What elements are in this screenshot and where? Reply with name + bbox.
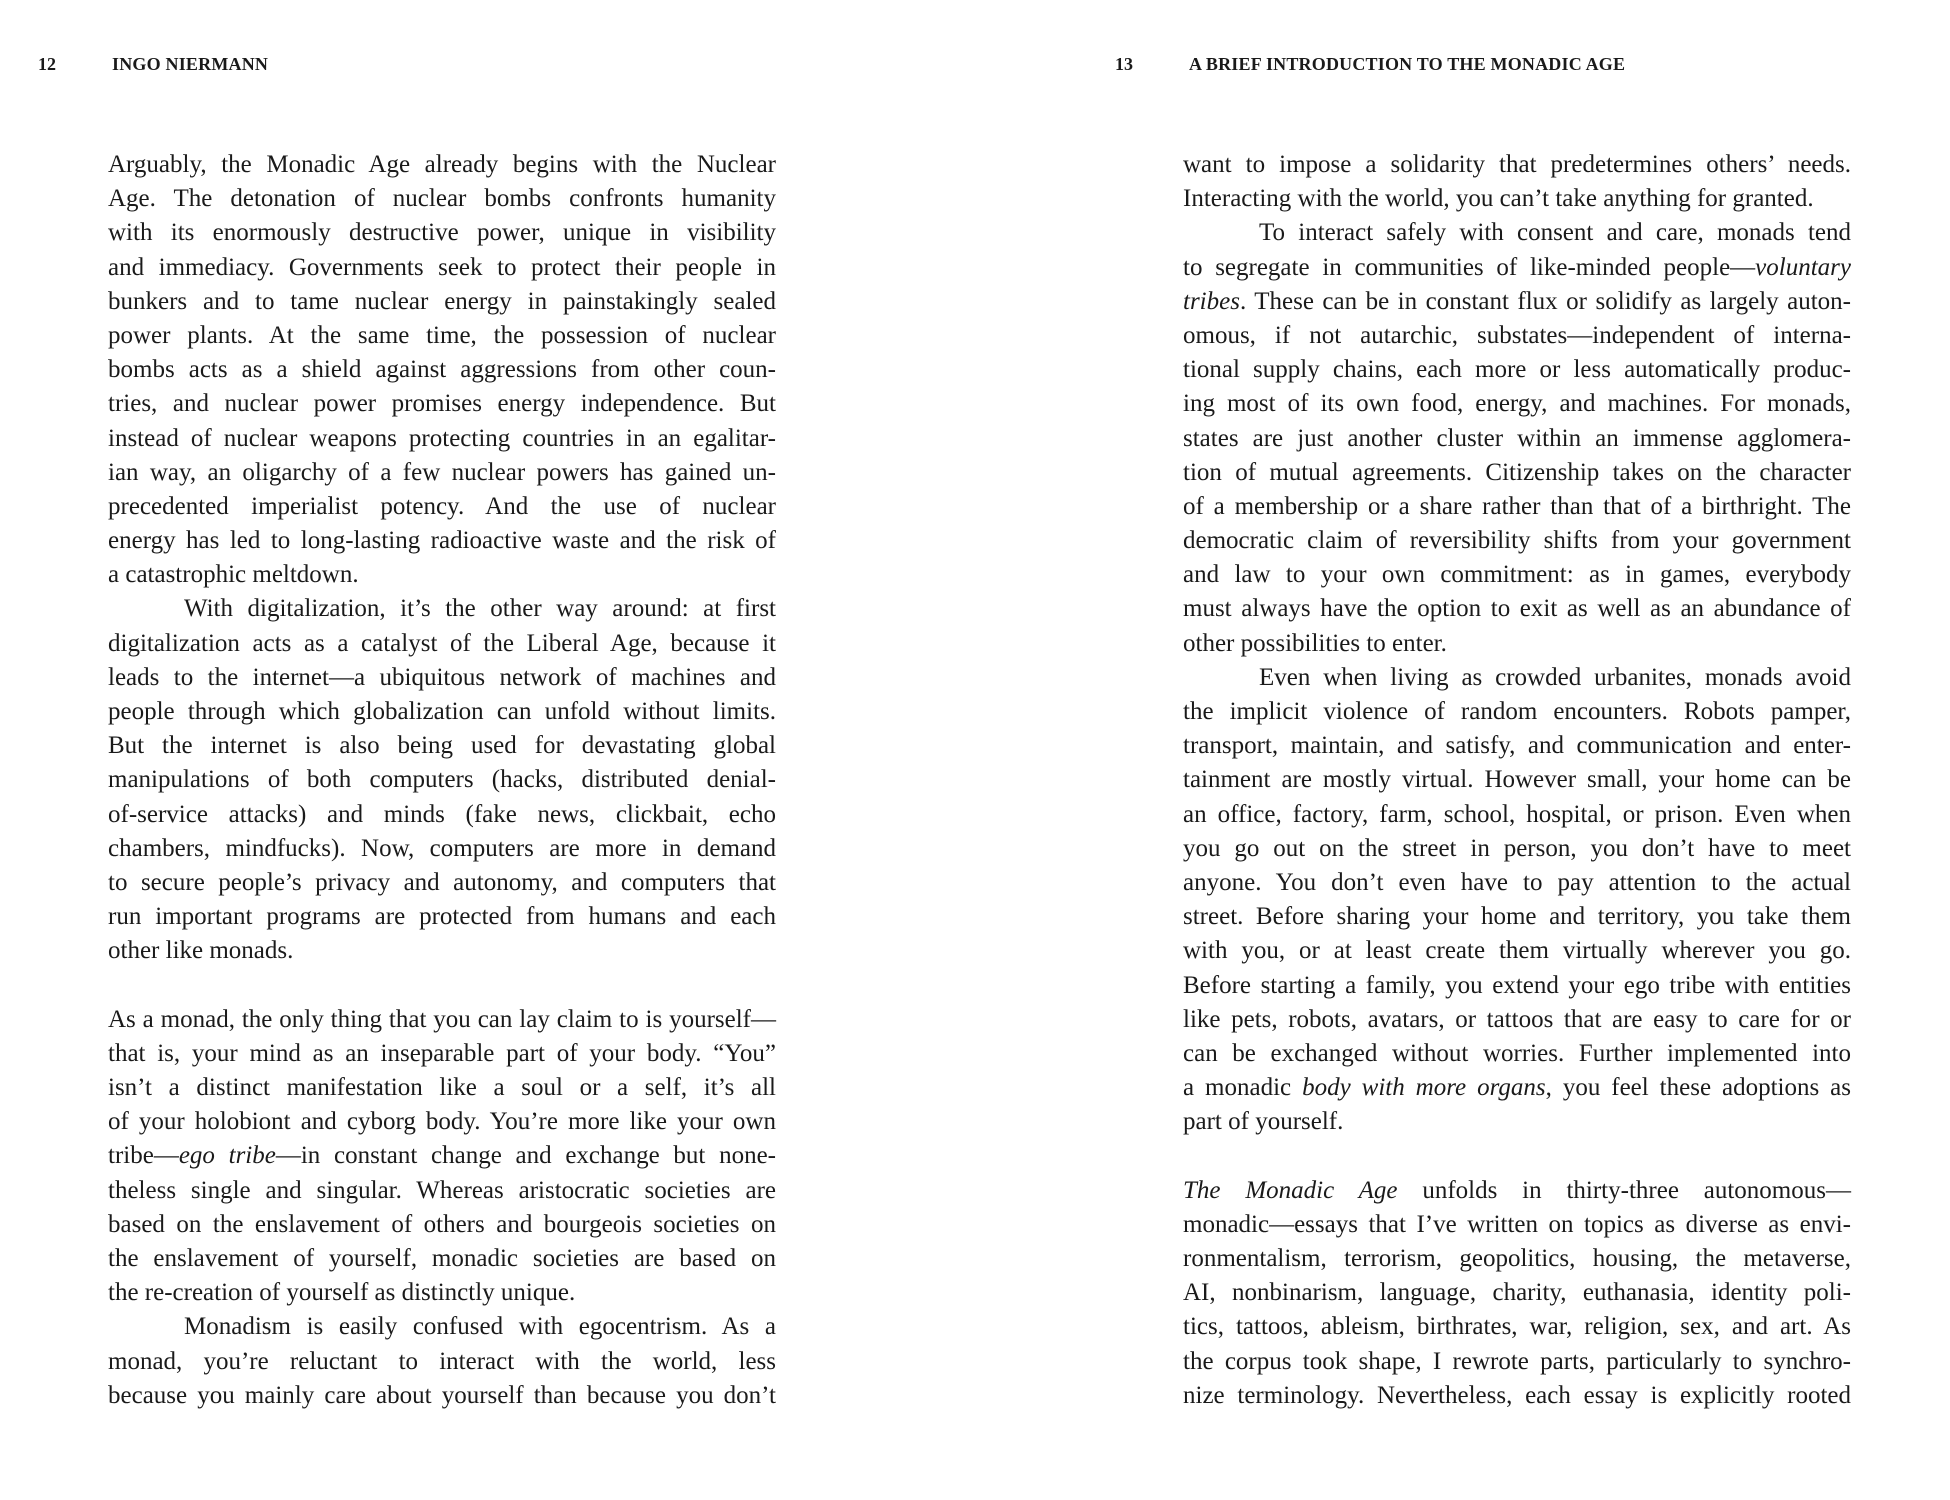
text-line: the corpus took shape, I rewrote parts, particularly to synchro- <box>1183 1347 1851 1375</box>
text-line: with its enormously destructive power, unique in visibility <box>108 219 776 247</box>
text-line: with you, or at least create them virtually wherever you go. <box>1183 937 1851 965</box>
text-line: can be exchanged without worries. Further implemented into <box>1183 1039 1851 1067</box>
text-line: monadic—essays that I’ve written on topics as diverse as envi- <box>1183 1210 1851 1238</box>
text-line: With digitalization, it’s the other way around: at first <box>184 595 776 623</box>
text-line: Even when living as crowded urbanites, monads avoid <box>1259 663 1851 691</box>
text-line: precedented imperialist potency. And the use of nuclear <box>108 492 776 520</box>
running-head-author: INGO NIERMANN <box>112 54 269 74</box>
text-line: states are just another cluster within an immense agglomera- <box>1183 424 1851 452</box>
text-line: tional supply chains, each more or less automatically produc- <box>1183 356 1851 384</box>
text-line: democratic claim of reversibility shifts from your government <box>1183 527 1851 555</box>
text-line: the re-creation of yourself as distinctly unique. <box>108 1279 576 1307</box>
text-line: the implicit violence of random encounters. Robots pamper, <box>1183 698 1851 725</box>
text-line: Interacting with the world, you can’t take anything for granted. <box>1183 185 1814 213</box>
text-line: other like monads. <box>108 937 294 965</box>
text-line: Age. The detonation of nuclear bombs confronts humanity <box>108 185 776 213</box>
text-line: The Monadic Age unfolds in thirty-three autonomous— <box>1183 1176 1851 1204</box>
text-line: transport, maintain, and satisfy, and communication and enter- <box>1183 732 1851 760</box>
text-line: chambers, mindfucks). Now, computers are more in demand <box>108 834 776 862</box>
text-line: Arguably, the Monadic Age already begins with the Nuclear <box>108 151 776 178</box>
text-line: leads to the internet—a ubiquitous network of machines and <box>108 663 776 691</box>
body-text <box>108 148 776 1413</box>
text-line: tribe—ego tribe—in constant change and exchange but none- <box>108 1142 776 1170</box>
text-line: ronmentalism, terrorism, geopolitics, housing, the metaverse, <box>1183 1245 1851 1272</box>
text-line: But the internet is also being used for devastating global <box>108 732 776 760</box>
text-line: instead of nuclear weapons protecting countries in an egalitar- <box>108 424 776 452</box>
text-line: a catastrophic meltdown. <box>108 561 359 589</box>
text-line: ing most of its own food, energy, and machines. For monads, <box>1183 390 1851 418</box>
text-line: based on the enslavement of others and bourgeois societies on <box>108 1210 776 1238</box>
body-text <box>1183 148 1851 1413</box>
text-line: nize terminology. Nevertheless, each essay is explicitly rooted <box>1183 1381 1851 1409</box>
text-line: of your holobiont and cyborg body. You’re more like your own <box>108 1108 776 1136</box>
text-line: bombs acts as a shield against aggressions from other coun- <box>108 356 776 384</box>
text-line: other possibilities to enter. <box>1183 629 1447 657</box>
page-number: 13 <box>1115 54 1133 74</box>
text-line: As a monad, the only thing that you can lay claim to is yourself— <box>108 1005 776 1033</box>
text-line: To interact safely with consent and care, monads tend <box>1259 219 1851 247</box>
text-line: run important programs are protected from humans and each <box>108 903 776 931</box>
text-line: of-service attacks) and minds (fake news, clickbait, echo <box>108 800 776 828</box>
text-line: want to impose a solidarity that predetermines others’ needs. <box>1183 151 1851 178</box>
text-line: an office, factory, farm, school, hospital, or prison. Even when <box>1183 800 1851 828</box>
text-line: part of yourself. <box>1183 1108 1344 1136</box>
text-line: Monadism is easily confused with egocentrism. As a <box>184 1313 776 1341</box>
text-line: digitalization acts as a catalyst of the Liberal Age, because it <box>108 629 776 657</box>
text-line: isn’t a distinct manifestation like a soul or a self, it’s all <box>108 1074 776 1102</box>
text-line: tries, and nuclear power promises energy independence. But <box>108 390 776 418</box>
text-line: that is, your mind as an inseparable part of your body. “You” <box>108 1039 776 1067</box>
text-line: tion of mutual agreements. Citizenship takes on the character <box>1183 458 1851 486</box>
text-line: omous, if not autarchic, substates—independent of interna- <box>1183 321 1851 349</box>
text-line: of a membership or a share rather than that of a birthright. The <box>1183 492 1851 520</box>
page-number: 12 <box>38 54 56 74</box>
text-line: a monadic body with more organs, you feel these adoptions as <box>1183 1074 1851 1102</box>
running-head-title: A BRIEF INTRODUCTION TO THE MONADIC AGE <box>1189 54 1626 74</box>
text-line: tics, tattoos, ableism, birthrates, war, religion, sex, and art. As <box>1183 1313 1851 1341</box>
text-line: bunkers and to tame nuclear energy in painstakingly sealed <box>108 287 776 315</box>
text-line: anyone. You don’t even have to pay attention to the actual <box>1183 868 1851 896</box>
text-line: Before starting a family, you extend your ego tribe with entities <box>1183 971 1851 999</box>
text-line: ian way, an oligarchy of a few nuclear powers has gained un- <box>108 458 776 486</box>
italic-term: voluntary <box>1755 253 1851 281</box>
text-line: people through which globalization can unfold without limits. <box>108 698 776 725</box>
right-page <box>975 0 1950 1500</box>
text-line: like pets, robots, avatars, or tattoos that are easy to care for or <box>1183 1005 1851 1033</box>
text-line: the enslavement of yourself, monadic societies are based on <box>108 1245 776 1272</box>
italic-term: ego tribe <box>178 1142 276 1170</box>
italic-term: body with more organs <box>1302 1074 1546 1102</box>
text-line: street. Before sharing your home and territory, you take them <box>1183 903 1851 931</box>
text-line: theless single and singular. Whereas aristocratic societies are <box>108 1176 776 1204</box>
text-line: manipulations of both computers (hacks, distributed denial- <box>108 766 776 794</box>
text-line: to secure people’s privacy and autonomy, and computers that <box>108 868 776 896</box>
text-line: because you mainly care about yourself than because you don’t <box>108 1381 776 1409</box>
text-line: AI, nonbinarism, language, charity, euthanasia, identity poli- <box>1183 1279 1851 1307</box>
text-line: you go out on the street in person, you don’t have to meet <box>1183 834 1851 862</box>
text-line: energy has led to long-lasting radioactive waste and the risk of <box>108 527 776 555</box>
text-line: and immediacy. Governments seek to protect their people in <box>108 253 776 281</box>
text-line: must always have the option to exit as well as an abundance of <box>1183 595 1851 623</box>
text-line: monad, you’re reluctant to interact with the world, less <box>108 1347 776 1375</box>
text-line: power plants. At the same time, the possession of nuclear <box>108 321 776 349</box>
text-line: tribes. These can be in constant flux or solidify as largely auton- <box>1183 287 1851 315</box>
text-line: to segregate in communities of like-minded people—voluntary <box>1183 253 1851 281</box>
italic-term: tribes <box>1183 287 1240 315</box>
text-line: and law to your own commitment: as in games, everybody <box>1183 561 1851 589</box>
italic-term: The Monadic Age <box>1183 1176 1398 1204</box>
paragraph-gap <box>1183 1139 1851 1173</box>
paragraph-gap <box>108 969 776 1003</box>
text-line: tainment are mostly virtual. However small, your home can be <box>1183 766 1851 794</box>
